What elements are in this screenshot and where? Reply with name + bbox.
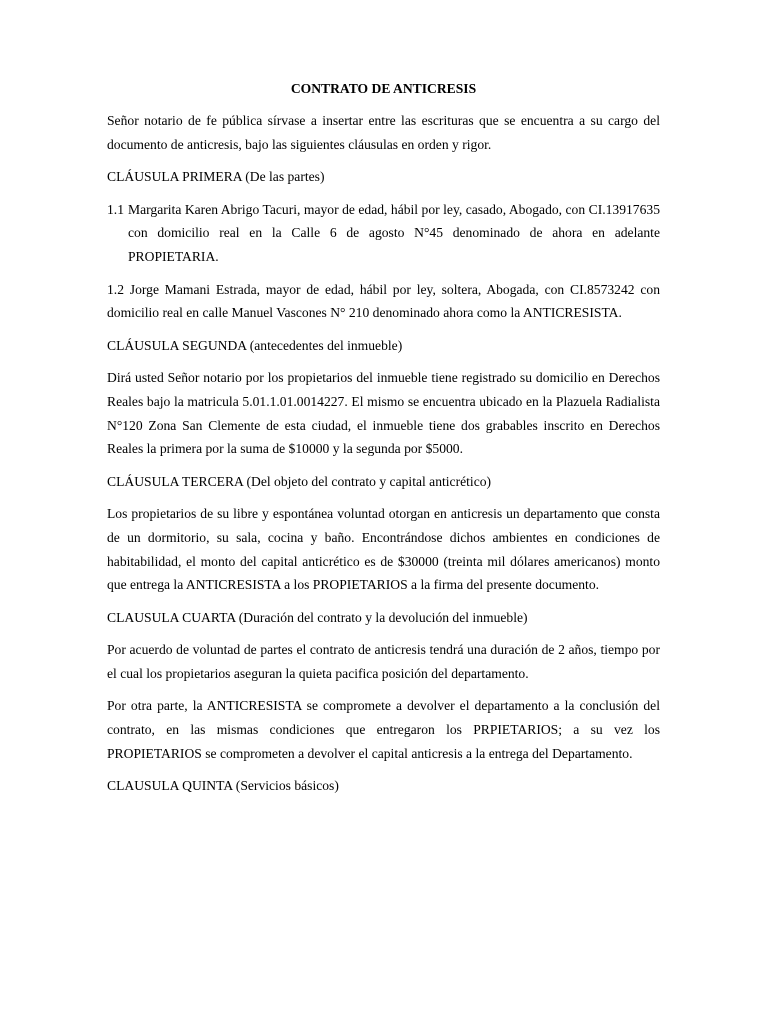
clause-2-paragraph: Dirá usted Señor notario por los propietarios del inmueble tiene registrado su domicilio en Derechos Reales bajo la matricula 5.01.1.01.0014227. El mismo se encuentra ubicado en la Plazuela Radialista N°120 Zona San Clemente de esta ciudad, el inmueble tiene dos grabables inscrito en Derechos Reales la primera por la suma de $10000 y la segunda por $5000. — [107, 370, 660, 457]
clause-4-heading: CLAUSULA CUARTA (Duración del contrato y la devolución del inmueble) — [107, 609, 528, 625]
document-title: CONTRATO DE ANTICRESIS — [290, 81, 477, 96]
party-1-item — [107, 198, 660, 269]
clause-2-heading: CLÁUSULA SEGUNDA (antecedentes del inmueble) — [107, 337, 403, 353]
document-page — [107, 78, 660, 807]
party-1-number: 1.1 — [107, 201, 124, 217]
party-2-paragraph: 1.2 Jorge Mamani Estrada, mayor de edad, hábil por ley, soltera, Abogada, con CI.8573242 con domicilio real en calle Manuel Vascones N° 210 denominado ahora como la ANTICRESISTA. — [107, 281, 660, 321]
clause-5-heading: CLAUSULA QUINTA (Servicios básicos) — [107, 778, 339, 794]
clause-4-paragraph-2: Por otra parte, la ANTICRESISTA se compromete a devolver el departamento a la conclusión del contrato, en las mismas condiciones que entregaron los PRPIETARIOS; a su vez los PROPIETARIOS se comprometen a devolver el capital anticresis a la entrega del Departamento. — [107, 698, 660, 761]
clause-3-heading: CLÁUSULA TERCERA (Del objeto del contrato y capital anticrético) — [107, 473, 492, 489]
intro-paragraph: Señor notario de fe pública sírvase a insertar entre las escrituras que se encuentra a su cargo del documento de anticresis, bajo las siguientes cláusulas en orden y rigor. — [107, 113, 660, 152]
party-1-text: Margarita Karen Abrigo Tacuri, mayor de edad, hábil por ley, casado, Abogado, con CI.13917635 con domicilio real en la Calle 6 de agosto N°45 denominado de ahora en adelante PROPIETARIA. — [128, 201, 660, 264]
clause-1-heading: CLÁUSULA PRIMERA (De las partes) — [107, 169, 325, 185]
clause-3-paragraph: Los propietarios de su libre y espontánea voluntad otorgan en anticresis un departamento que consta de un dormitorio, su sala, cocina y baño. Encontrándose dichos ambientes en condiciones de habitabilidad, el monto del capital anticrético es de $30000 (treinta mil dólares americanos) monto que entrega la ANTICRESISTA a los PROPIETARIOS a la firma del presente documento. — [107, 506, 660, 593]
clause-4-paragraph-1: Por acuerdo de voluntad de partes el contrato de anticresis tendrá una duración de 2 años, tiempo por el cual los propietarios aseguran la quieta pacifica posición del departamento. — [107, 642, 660, 681]
